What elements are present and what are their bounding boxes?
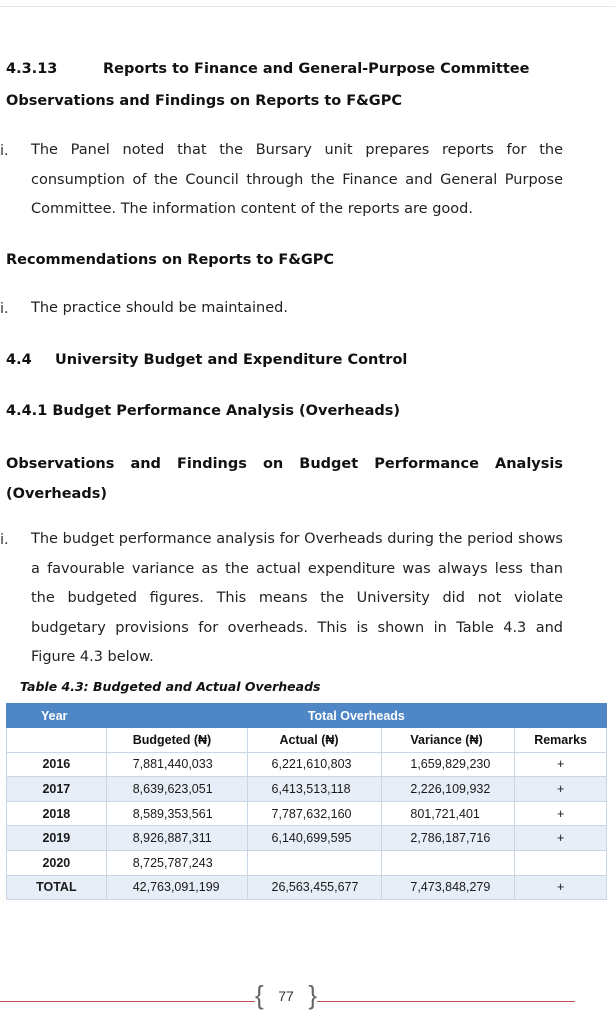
cell-budgeted: 7,881,440,033 [106, 752, 247, 777]
page-top-rule [0, 6, 615, 7]
cell-actual [247, 850, 382, 875]
subsection-title-4-4-1: 4.4.1 Budget Performance Analysis (Overheads) [6, 403, 401, 419]
cell-variance: 2,226,109,932 [382, 777, 515, 802]
recommendation-paragraph: The practice should be maintained. [31, 300, 288, 316]
section-title-reports-fgpc: Reports to Finance and General-Purpose Committee [103, 61, 530, 77]
cell-remarks [515, 850, 607, 875]
cell-actual: 6,221,610,803 [247, 752, 382, 777]
header-total-overheads: Total Overheads [106, 704, 606, 728]
table-row [7, 752, 607, 777]
cell-variance: 801,721,401 [382, 801, 515, 826]
list-bullet: i. [0, 301, 9, 317]
brace-right-icon: } [308, 980, 317, 1010]
observation-paragraph-1: The Panel noted that the Bursary unit prepares reports for the consumption of the Council through the Finance and General Purpose Committee. The information content of the reports are good. [31, 142, 563, 217]
header-remarks: Remarks [515, 728, 607, 753]
cell-variance: 1,659,829,230 [382, 752, 515, 777]
header-budgeted: Budgeted (₦) [106, 728, 247, 753]
table-subheader-row [7, 728, 607, 753]
cell-variance-total: 7,473,848,279 [382, 875, 515, 900]
header-year-blank [7, 728, 107, 753]
cell-remarks: + [515, 826, 607, 851]
observations-heading-2: Observations and Findings on Budget Performance Analysis (Overheads) [6, 456, 563, 502]
cell-budgeted: 8,639,623,051 [106, 777, 247, 802]
header-year: Year [7, 704, 107, 728]
cell-year: 2019 [7, 826, 107, 851]
cell-budgeted: 8,589,353,561 [106, 801, 247, 826]
section-title-budget-control: University Budget and Expenditure Control [55, 352, 408, 368]
cell-budgeted-total: 42,763,091,199 [106, 875, 247, 900]
cell-remarks: + [515, 777, 607, 802]
table-caption: Table 4.3: Budgeted and Actual Overheads [20, 679, 321, 694]
cell-year-total: TOTAL [7, 875, 107, 900]
table-header-row [7, 704, 607, 728]
list-bullet: i. [0, 143, 9, 159]
header-actual: Actual (₦) [247, 728, 382, 753]
section-number-4-3-13: 4.3.13 [6, 61, 58, 77]
cell-year: 2016 [7, 752, 107, 777]
cell-actual: 7,787,632,160 [247, 801, 382, 826]
observations-heading-1: Observations and Findings on Reports to F&GPC [6, 93, 402, 109]
cell-budgeted: 8,725,787,243 [106, 850, 247, 875]
page-number-text: 77 [278, 988, 294, 1004]
footer-rule-left [0, 1001, 255, 1002]
cell-year: 2017 [7, 777, 107, 802]
observation-paragraph-2: The budget performance analysis for Overheads during the period shows a favourable variance as the actual expenditure was always less than the budgeted figures. This means the University did not violate budgetary provisions for overheads. This is shown in Table 4.3 and Figure 4.3 below. [31, 531, 563, 665]
section-number-4-4: 4.4 [6, 352, 32, 368]
cell-remarks: + [515, 801, 607, 826]
table-row [7, 801, 607, 826]
list-bullet: i. [0, 532, 9, 548]
cell-remarks: + [515, 752, 607, 777]
cell-variance: 2,786,187,716 [382, 826, 515, 851]
table-row [7, 850, 607, 875]
table-row [7, 777, 607, 802]
recommendations-heading: Recommendations on Reports to F&GPC [6, 252, 335, 268]
footer-rule-right [317, 1001, 575, 1002]
table-total-row [7, 875, 607, 900]
cell-year: 2018 [7, 801, 107, 826]
cell-actual: 6,140,699,595 [247, 826, 382, 851]
cell-actual: 6,413,513,118 [247, 777, 382, 802]
cell-actual-total: 26,563,455,677 [247, 875, 382, 900]
overheads-table [6, 703, 607, 900]
cell-budgeted: 8,926,887,311 [106, 826, 247, 851]
table-row [7, 826, 607, 851]
brace-left-icon: { [255, 980, 264, 1010]
page-number [255, 980, 317, 1010]
cell-remarks-total: + [515, 875, 607, 900]
header-variance: Variance (₦) [382, 728, 515, 753]
cell-year: 2020 [7, 850, 107, 875]
cell-variance [382, 850, 515, 875]
